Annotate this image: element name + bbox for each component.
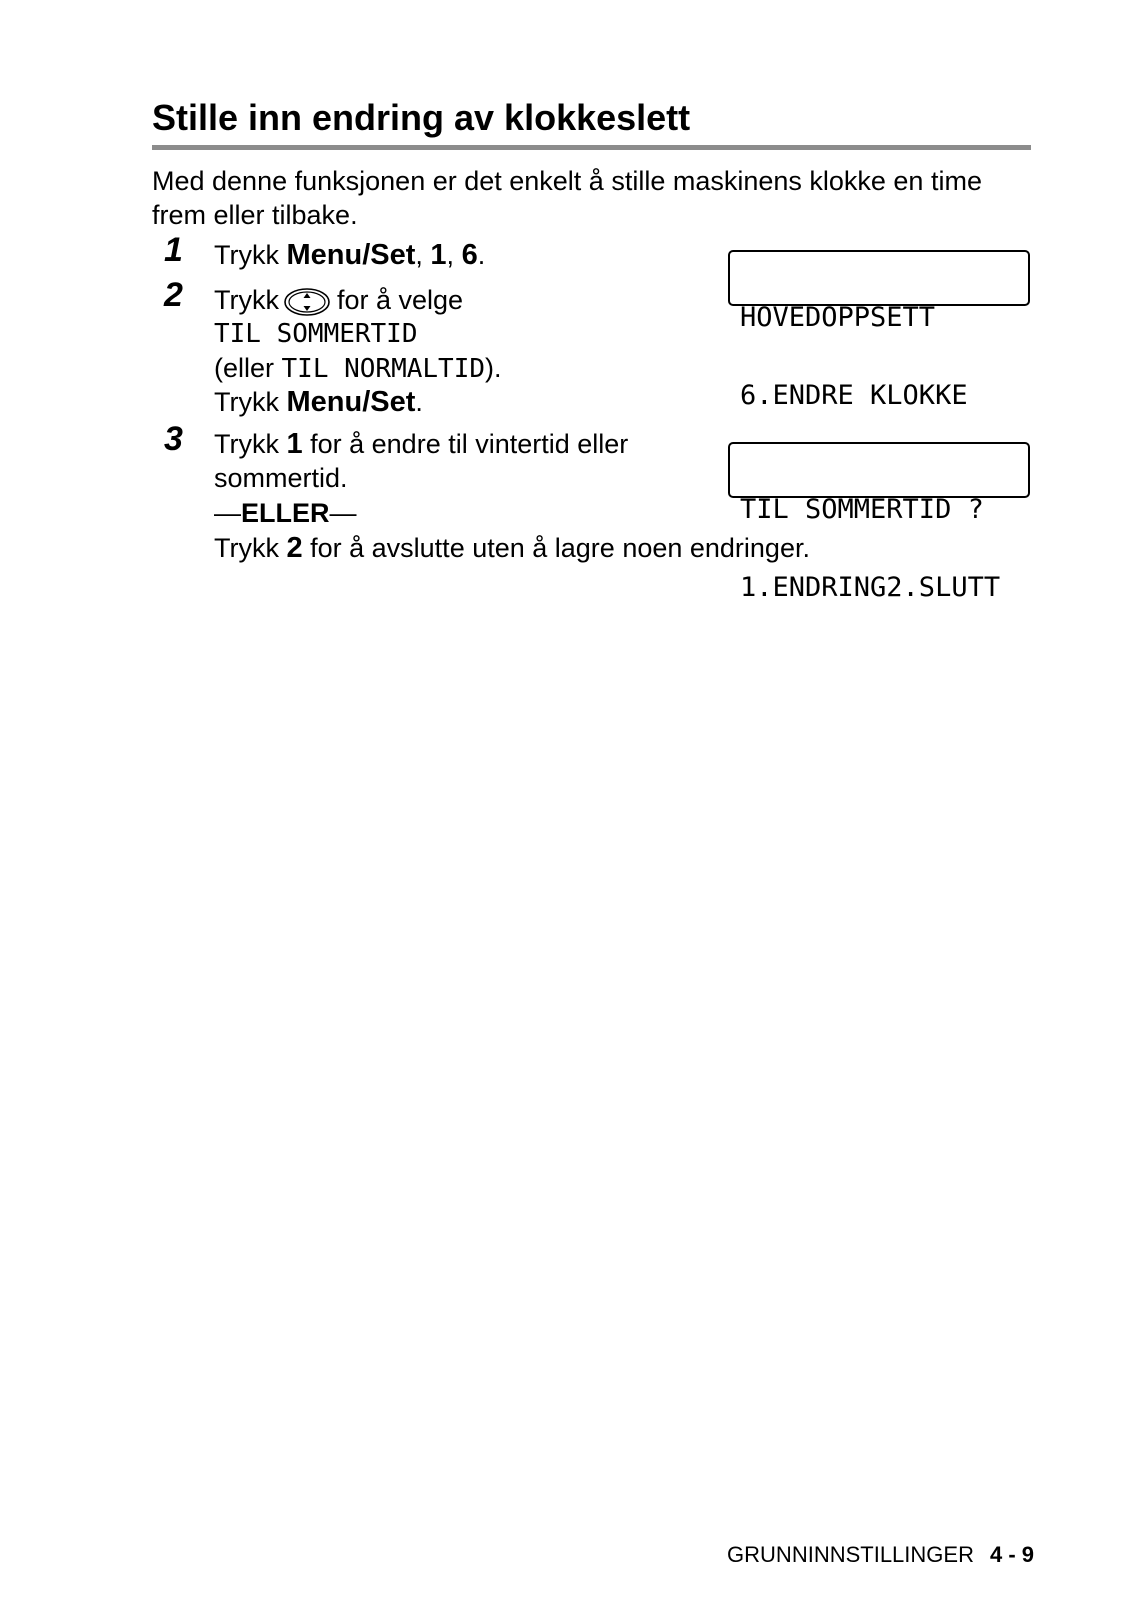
alt-suffix: ). bbox=[485, 353, 502, 383]
or-dash-left: — bbox=[214, 498, 241, 528]
lcd-line-1: HOVEDOPPSETT bbox=[740, 302, 936, 333]
footer-section: GRUNNINNSTILLINGER bbox=[727, 1542, 974, 1567]
page-footer bbox=[727, 1541, 1034, 1569]
step-3-line-2: sommertid. bbox=[214, 463, 348, 493]
option-til-sommertid: TIL SOMMERTID bbox=[214, 319, 418, 349]
step-1-sep1: , bbox=[415, 240, 431, 270]
section-title: Stille inn endring av klokkeslett bbox=[152, 97, 691, 138]
step-3-line-4 bbox=[214, 531, 810, 565]
intro-paragraph: Med denne funksjonen er det enkelt å stille maskinens klokke en time frem eller tilbake. bbox=[152, 166, 982, 230]
step-3-prefix: Trykk bbox=[214, 429, 287, 459]
or-separator bbox=[214, 496, 357, 530]
step-1-prefix: Trykk bbox=[214, 240, 287, 270]
step-3-suffix: for å endre til vintertid eller bbox=[302, 429, 629, 459]
lcd-display-daylight bbox=[728, 442, 1030, 603]
alt-prefix: (eller bbox=[214, 353, 282, 383]
lcd-line-1: TIL SOMMERTID ? bbox=[740, 494, 984, 525]
step-1-text bbox=[214, 238, 485, 272]
key-1: 1 bbox=[286, 428, 303, 460]
step-3-line-1 bbox=[214, 427, 628, 461]
page-number: 4 - 9 bbox=[989, 1542, 1034, 1567]
step-2-line-4 bbox=[214, 385, 423, 419]
key-2: 2 bbox=[286, 532, 303, 564]
key-1: 1 bbox=[430, 239, 447, 271]
lcd-line-2: 1.ENDRING2.SLUTT bbox=[740, 572, 1001, 603]
or-dash-right: — bbox=[329, 498, 357, 528]
step-2-suffix: for å velge bbox=[336, 285, 464, 315]
option-til-normaltid: TIL NORMALTID bbox=[281, 354, 486, 384]
menu-set-key: Menu/Set bbox=[286, 239, 416, 271]
step-2-number: 2 bbox=[164, 276, 183, 314]
step-3-number: 3 bbox=[164, 420, 183, 458]
title-rule bbox=[152, 145, 1031, 150]
key-6: 6 bbox=[461, 239, 478, 271]
lcd-display-setup bbox=[728, 250, 1030, 411]
step-2-prefix: Trykk bbox=[214, 285, 279, 315]
step-3-exit-text: for å avslutte uten å lagre noen endringer. bbox=[302, 533, 810, 563]
step-2-end: . bbox=[415, 387, 423, 417]
menu-set-key: Menu/Set bbox=[286, 386, 416, 418]
step-3-press: Trykk bbox=[214, 533, 287, 563]
step-2-press: Trykk bbox=[214, 387, 287, 417]
lcd-line-2: 6.ENDRE KLOKKE bbox=[740, 380, 968, 411]
or-text: ELLER bbox=[241, 498, 330, 528]
step-1-sep2: , bbox=[446, 240, 462, 270]
step-1-end: . bbox=[477, 240, 486, 270]
step-1-number: 1 bbox=[164, 231, 183, 269]
step-2-line-3 bbox=[214, 351, 502, 386]
